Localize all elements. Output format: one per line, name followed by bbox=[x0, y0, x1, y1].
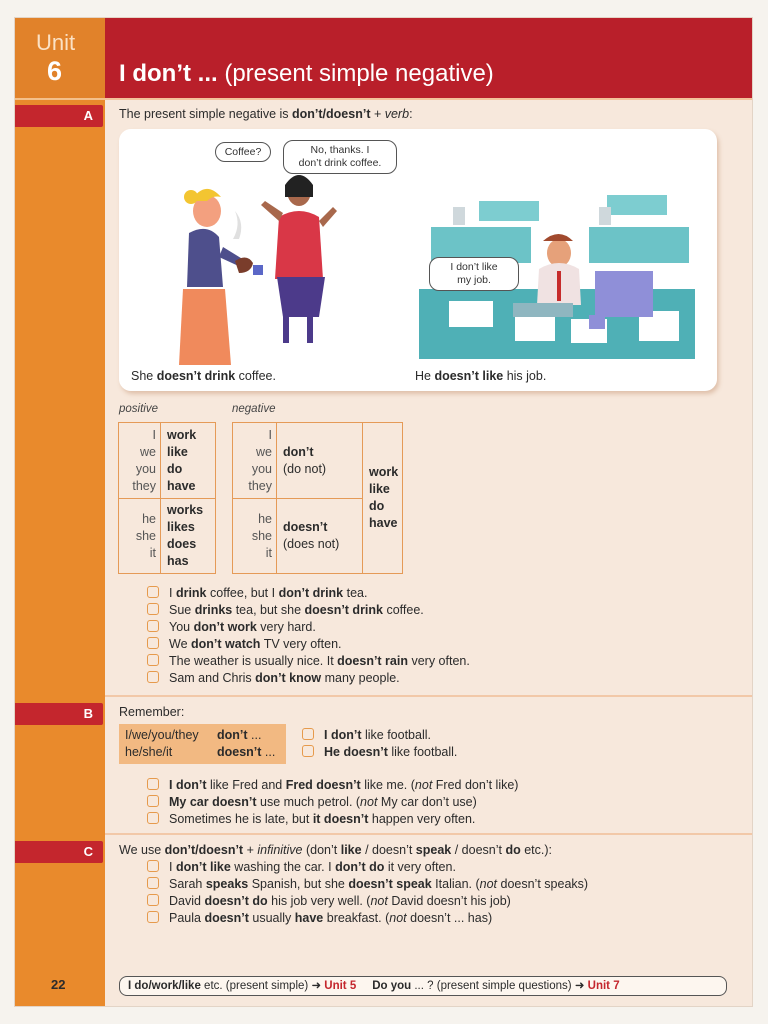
example-a-2 bbox=[147, 603, 424, 617]
checkbox-icon[interactable] bbox=[147, 620, 159, 632]
arrow-right-icon: ➜ bbox=[574, 980, 585, 992]
footer-text: etc. (present simple) bbox=[200, 980, 312, 992]
example-c-1 bbox=[147, 860, 456, 874]
text: happen very often. bbox=[368, 812, 476, 826]
positive-label: positive bbox=[119, 403, 158, 415]
text: We bbox=[169, 637, 191, 651]
page-title bbox=[119, 60, 494, 88]
caption-left-pre: She bbox=[131, 369, 157, 383]
section-divider bbox=[105, 833, 752, 835]
footer-bold: I do/work/like bbox=[128, 980, 201, 992]
text: The weather is usually nice. It bbox=[169, 654, 338, 668]
text: tea, but she bbox=[232, 603, 305, 617]
bold: doesn’t rain bbox=[337, 654, 408, 668]
text: I bbox=[169, 860, 176, 874]
pronoun: you bbox=[251, 461, 272, 476]
bubble-job bbox=[429, 257, 519, 291]
text: / doesn’t bbox=[451, 843, 506, 857]
pronoun: she bbox=[135, 528, 156, 543]
negative-label: negative bbox=[232, 403, 276, 415]
positive-singular-verbs bbox=[161, 499, 216, 574]
bold: don’t like bbox=[175, 860, 231, 874]
bold: don’t/doesn’t bbox=[164, 843, 244, 857]
pronouns: he/she/it bbox=[125, 745, 173, 759]
positive-plural-pronouns bbox=[119, 423, 161, 499]
bold: doesn’t bbox=[204, 911, 249, 925]
text: / doesn’t bbox=[361, 843, 416, 857]
remember-box bbox=[119, 724, 286, 764]
pronoun: we bbox=[256, 444, 272, 459]
bold: it doesn’t bbox=[312, 812, 369, 826]
section-tab-b: B bbox=[15, 703, 103, 725]
checkbox-icon[interactable] bbox=[147, 911, 159, 923]
italic: not bbox=[479, 877, 498, 891]
dots: ... bbox=[247, 728, 262, 742]
bold: doesn’t do bbox=[204, 894, 268, 908]
text: washing the car. I bbox=[230, 860, 336, 874]
pronoun: it bbox=[265, 545, 272, 560]
checkbox-icon[interactable] bbox=[147, 795, 159, 807]
pronouns: I/we/you/they bbox=[125, 728, 199, 742]
negative-singular-pronouns bbox=[233, 499, 277, 574]
negative-table bbox=[232, 422, 403, 574]
caption-left bbox=[131, 369, 276, 383]
text: David bbox=[169, 894, 205, 908]
text: Paula bbox=[169, 911, 205, 925]
woman-pouring-coffee-figure bbox=[179, 189, 263, 365]
unit-label: Unit bbox=[36, 30, 76, 55]
checkbox-icon[interactable] bbox=[147, 654, 159, 666]
text: Spanish, but she bbox=[248, 877, 349, 891]
aux-does-not: (does not) bbox=[283, 537, 340, 551]
verb: work bbox=[369, 465, 399, 479]
page-number: 22 bbox=[51, 977, 66, 992]
intro-plus: + bbox=[370, 107, 385, 121]
arrow-right-icon: ➜ bbox=[311, 980, 322, 992]
aux-doesnt: doesn’t bbox=[283, 520, 328, 534]
bold: I don’t bbox=[324, 728, 362, 742]
bubble-no-thanks-line1: No, thanks. I bbox=[310, 144, 370, 156]
text: very often. bbox=[407, 654, 470, 668]
title-main: I don’t ... bbox=[119, 60, 218, 87]
pronoun: she bbox=[251, 528, 272, 543]
cross-reference-bar bbox=[119, 976, 727, 996]
bold: do bbox=[505, 843, 521, 857]
bold: like bbox=[340, 843, 362, 857]
pronoun: you bbox=[135, 461, 156, 476]
positive-table bbox=[118, 422, 216, 574]
verb: work bbox=[167, 427, 197, 442]
checkbox-icon[interactable] bbox=[147, 860, 159, 872]
intro-italic: verb bbox=[384, 107, 410, 121]
negative-verbs bbox=[363, 423, 403, 574]
pronoun: I bbox=[268, 427, 272, 442]
example-a-6 bbox=[147, 671, 400, 685]
title-bar bbox=[105, 18, 752, 100]
bold: doesn’t speak bbox=[348, 877, 432, 891]
text: Sue bbox=[169, 603, 195, 617]
negative-plural-pronouns bbox=[233, 423, 277, 499]
remember-row-2-aux bbox=[217, 745, 275, 759]
text: use much petrol. ( bbox=[256, 795, 361, 809]
bold: don’t work bbox=[193, 620, 257, 634]
text: My car don’t use) bbox=[377, 795, 477, 809]
verb: like bbox=[369, 482, 390, 496]
text: You bbox=[169, 620, 194, 634]
aux-dont: don’t bbox=[283, 444, 314, 459]
intro-bold: don’t/doesn’t bbox=[292, 107, 371, 121]
caption-right-bold: doesn’t like bbox=[434, 369, 504, 383]
pronoun: we bbox=[140, 444, 156, 459]
caption-right-pre: He bbox=[415, 369, 435, 383]
bold: don’t watch bbox=[191, 637, 261, 651]
text: etc.): bbox=[520, 843, 552, 857]
title-sub: (present simple negative) bbox=[217, 60, 494, 87]
dots: ... bbox=[261, 745, 276, 759]
verb: does bbox=[167, 537, 197, 551]
bold: have bbox=[294, 911, 324, 925]
text: Italian. ( bbox=[431, 877, 480, 891]
bold: speak bbox=[415, 843, 452, 857]
section-a-intro bbox=[119, 107, 413, 121]
text: + bbox=[243, 843, 258, 857]
pronoun: it bbox=[149, 545, 156, 560]
verb: likes bbox=[167, 520, 195, 534]
verb: like bbox=[167, 444, 188, 459]
text: David doesn’t his job) bbox=[387, 894, 511, 908]
remember-side-1 bbox=[302, 728, 431, 742]
text: TV very often. bbox=[260, 637, 342, 651]
bold: speaks bbox=[205, 877, 249, 891]
example-a-4 bbox=[147, 637, 342, 651]
checkbox-icon[interactable] bbox=[147, 877, 159, 889]
example-a-5 bbox=[147, 654, 470, 668]
text: Sometimes he is late, but bbox=[169, 812, 313, 826]
italic: not bbox=[370, 894, 388, 908]
bubble-coffee: Coffee? bbox=[215, 142, 271, 162]
text: Sam and Chris bbox=[169, 671, 256, 685]
text: many people. bbox=[321, 671, 400, 685]
negative-plural-aux bbox=[277, 423, 363, 499]
pronoun: they bbox=[248, 478, 272, 493]
caption-left-post: coffee. bbox=[235, 369, 276, 383]
section-tab-a: A bbox=[15, 105, 103, 127]
verb: do bbox=[369, 499, 385, 513]
italic: not bbox=[360, 795, 378, 809]
bold: I don’t bbox=[169, 778, 207, 792]
negative-singular-aux bbox=[277, 499, 363, 574]
example-c-2 bbox=[147, 877, 588, 891]
text: like Fred and bbox=[206, 778, 286, 792]
woman-refusing-figure bbox=[261, 175, 337, 343]
text: coffee, but I bbox=[206, 586, 279, 600]
unit-badge bbox=[15, 18, 105, 100]
checkbox-icon[interactable] bbox=[147, 671, 159, 683]
section-divider bbox=[105, 695, 752, 697]
verb: works bbox=[167, 503, 204, 517]
text: it very often. bbox=[384, 860, 456, 874]
text: his job very well. ( bbox=[267, 894, 371, 908]
checkbox-icon[interactable] bbox=[302, 745, 314, 757]
italic: not bbox=[414, 778, 433, 792]
bubble-no-thanks bbox=[283, 140, 397, 174]
text: coffee. bbox=[383, 603, 424, 617]
unit-7-link[interactable]: Unit 7 bbox=[584, 980, 620, 992]
verb: has bbox=[167, 554, 189, 568]
aux: don’t bbox=[217, 728, 248, 742]
verb: have bbox=[369, 516, 398, 530]
example-a-1 bbox=[147, 586, 367, 600]
text: usually bbox=[248, 911, 295, 925]
verb: have bbox=[167, 478, 196, 493]
page bbox=[15, 18, 752, 1006]
intro-text: The present simple negative is bbox=[119, 107, 293, 121]
remember-label: Remember: bbox=[119, 705, 185, 719]
bold: My car doesn’t bbox=[169, 795, 257, 809]
bold: Fred doesn’t bbox=[285, 778, 361, 792]
intro-end: : bbox=[409, 107, 413, 121]
bold: drink bbox=[175, 586, 207, 600]
remember-row-2 bbox=[125, 745, 172, 759]
positive-singular-pronouns bbox=[119, 499, 161, 574]
pronoun: they bbox=[132, 478, 156, 493]
footer-text: ... ? (present simple questions) bbox=[411, 980, 575, 992]
caption-right-post: his job. bbox=[503, 369, 547, 383]
bubble-no-thanks-line2: don’t drink coffee. bbox=[298, 157, 382, 169]
text: doesn’t ... has) bbox=[406, 911, 493, 925]
aux: doesn’t bbox=[217, 745, 262, 759]
section-tab-c: C bbox=[15, 841, 103, 863]
text: We use bbox=[119, 843, 165, 857]
bold: doesn’t drink bbox=[304, 603, 383, 617]
example-b-2 bbox=[147, 795, 477, 809]
pronoun: I bbox=[152, 427, 156, 442]
positive-plural-verbs bbox=[161, 423, 216, 499]
example-a-3 bbox=[147, 620, 316, 634]
text: breakfast. ( bbox=[323, 911, 390, 925]
checkbox-icon[interactable] bbox=[147, 586, 159, 598]
pronoun: he bbox=[142, 511, 156, 526]
italic: infinitive bbox=[257, 843, 303, 857]
checkbox-icon[interactable] bbox=[147, 637, 159, 649]
text: tea. bbox=[343, 586, 368, 600]
text: doesn’t speaks) bbox=[497, 877, 589, 891]
text: like football. bbox=[387, 745, 458, 759]
italic: not bbox=[389, 911, 407, 925]
checkbox-icon[interactable] bbox=[147, 894, 159, 906]
bubble-job-line1: I don’t like bbox=[450, 261, 498, 273]
bold: drinks bbox=[194, 603, 233, 617]
unit-number: 6 bbox=[47, 56, 63, 86]
example-b-3 bbox=[147, 812, 475, 826]
text: like me. ( bbox=[360, 778, 415, 792]
remember-row-1 bbox=[125, 728, 199, 742]
text: (don’t bbox=[302, 843, 341, 857]
bold: He doesn’t bbox=[324, 745, 388, 759]
text: I bbox=[169, 586, 176, 600]
checkbox-icon[interactable] bbox=[147, 778, 159, 790]
example-c-4 bbox=[147, 911, 492, 925]
checkbox-icon[interactable] bbox=[147, 603, 159, 615]
text: very hard. bbox=[256, 620, 316, 634]
example-b-1 bbox=[147, 778, 518, 792]
example-c-3 bbox=[147, 894, 511, 908]
checkbox-icon[interactable] bbox=[147, 812, 159, 824]
verb: do bbox=[167, 461, 183, 476]
caption-right bbox=[415, 369, 546, 383]
checkbox-icon[interactable] bbox=[302, 728, 314, 740]
footer-bold: Do you bbox=[356, 980, 412, 992]
illustration-panel bbox=[119, 129, 717, 391]
caption-left-bold: doesn’t drink bbox=[156, 369, 236, 383]
aux-do-not: (do not) bbox=[283, 461, 327, 476]
section-c-intro bbox=[119, 843, 552, 857]
text: Sarah bbox=[169, 877, 206, 891]
bold: don’t drink bbox=[278, 586, 344, 600]
text: Fred don’t like) bbox=[432, 778, 519, 792]
remember-row-1-aux bbox=[217, 728, 261, 742]
bold: don’t do bbox=[335, 860, 385, 874]
bold: don’t know bbox=[255, 671, 322, 685]
unit-5-link[interactable]: Unit 5 bbox=[321, 980, 357, 992]
bubble-job-line2: my job. bbox=[457, 274, 491, 286]
pronoun: he bbox=[258, 511, 272, 526]
illustration-drawing bbox=[119, 129, 717, 391]
remember-side-2 bbox=[302, 745, 457, 759]
text: like football. bbox=[361, 728, 431, 742]
